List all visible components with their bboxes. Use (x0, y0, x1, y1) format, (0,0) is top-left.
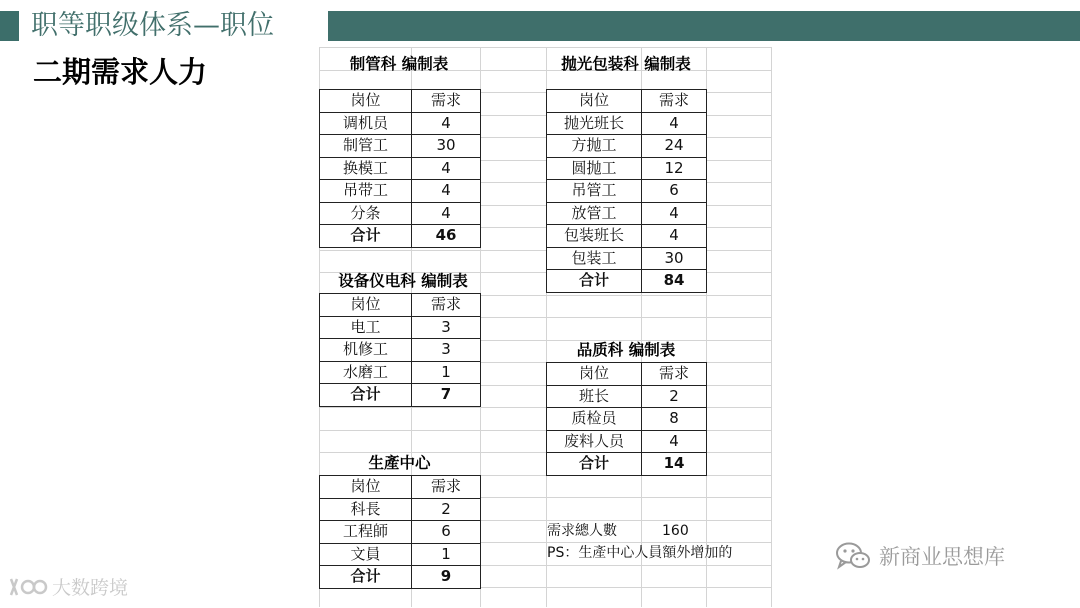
kuajing-logo-icon (8, 575, 48, 599)
position-cell: 文員 (320, 543, 412, 566)
total-value-cell: 9 (412, 566, 481, 589)
total-value-cell: 7 (412, 384, 481, 407)
table-total-row (547, 270, 707, 293)
demand-cell: 8 (642, 408, 707, 431)
table-header-row (547, 90, 707, 113)
table-row (547, 135, 707, 158)
total-value-cell: 84 (642, 270, 707, 293)
position-cell: 分条 (320, 202, 412, 225)
demand-cell: 4 (642, 225, 707, 248)
table-row (320, 135, 481, 158)
table-caption-production-center: 生產中心 (368, 454, 431, 472)
total-demand-value: 160 (662, 523, 689, 539)
table-row (320, 498, 481, 521)
table-total-row (320, 566, 481, 589)
demand-cell: 4 (412, 112, 481, 135)
demand-cell: 4 (642, 202, 707, 225)
demand-cell: 4 (412, 180, 481, 203)
table-header-row (320, 476, 481, 499)
table-total-row (547, 453, 707, 476)
total-label-cell: 合计 (320, 566, 412, 589)
table-row (547, 385, 707, 408)
table-row (320, 180, 481, 203)
table-equipment-electrical (319, 293, 481, 407)
table-pipe-making (319, 89, 481, 248)
demand-cell: 2 (642, 385, 707, 408)
header-cell: 岗位 (320, 294, 412, 317)
total-label-cell: 合计 (320, 384, 412, 407)
position-cell: 班长 (547, 385, 642, 408)
position-cell: 质检员 (547, 408, 642, 431)
position-cell: 工程師 (320, 521, 412, 544)
total-label-cell: 合计 (547, 270, 642, 293)
demand-cell: 30 (642, 247, 707, 270)
slide-title: 职等职级体系—职位 (31, 10, 274, 41)
position-cell: 抛光班长 (547, 112, 642, 135)
table-row (320, 202, 481, 225)
watermark-left-text: 大数跨境 (52, 577, 129, 599)
position-cell: 水磨工 (320, 361, 412, 384)
header-cell: 需求 (642, 363, 707, 386)
table-row (547, 430, 707, 453)
demand-cell: 3 (412, 339, 481, 362)
table-row (320, 157, 481, 180)
spreadsheet-image (319, 47, 771, 607)
header-cell: 需求 (412, 294, 481, 317)
demand-cell: 1 (412, 361, 481, 384)
grid-column-line (771, 47, 772, 607)
header-cell: 需求 (642, 90, 707, 113)
table-row (320, 112, 481, 135)
table-row (547, 157, 707, 180)
demand-cell: 6 (642, 180, 707, 203)
table-caption-quality: 品质科 编制表 (576, 341, 676, 359)
table-row (320, 361, 481, 384)
watermark-left (8, 573, 128, 600)
total-value-cell: 14 (642, 453, 707, 476)
header-cell: 岗位 (547, 90, 642, 113)
table-row (320, 543, 481, 566)
header-cell: 岗位 (320, 476, 412, 499)
table-row (547, 247, 707, 270)
table-row (320, 521, 481, 544)
footnote: PS：生產中心人員額外增加的 (547, 545, 733, 561)
table-header-row (320, 294, 481, 317)
table-polishing-packaging (546, 89, 707, 293)
watermark-right-text: 新商业思想库 (879, 545, 1005, 569)
table-row (320, 316, 481, 339)
table-row (547, 112, 707, 135)
table-caption-equipment-electrical: 设备仪电科 编制表 (338, 272, 468, 290)
position-cell: 包装班长 (547, 225, 642, 248)
table-total-row (320, 225, 481, 248)
table-header-row (547, 363, 707, 386)
demand-cell: 4 (642, 430, 707, 453)
table-row (547, 180, 707, 203)
header-cell: 需求 (412, 476, 481, 499)
total-label-cell: 合计 (547, 453, 642, 476)
demand-cell: 30 (412, 135, 481, 158)
total-demand-label: 需求總人數 (547, 523, 617, 539)
table-caption-polishing-packaging: 抛光包装科 编制表 (561, 55, 691, 73)
grid-row-line (319, 47, 771, 48)
table-total-row (320, 384, 481, 407)
table-header-row (320, 90, 481, 113)
position-cell: 吊管工 (547, 180, 642, 203)
slide-subtitle: 二期需求人力 (33, 55, 208, 89)
position-cell: 调机员 (320, 112, 412, 135)
position-cell: 圆抛工 (547, 157, 642, 180)
header-cell: 岗位 (547, 363, 642, 386)
demand-cell: 24 (642, 135, 707, 158)
demand-cell: 4 (412, 202, 481, 225)
table-caption-pipe-making: 制管科 编制表 (349, 55, 449, 73)
total-value-cell: 46 (412, 225, 481, 248)
header-cell: 岗位 (320, 90, 412, 113)
position-cell: 吊带工 (320, 180, 412, 203)
table-row (320, 339, 481, 362)
position-cell: 电工 (320, 316, 412, 339)
position-cell: 换模工 (320, 157, 412, 180)
title-bar (328, 11, 1080, 41)
title-accent-block (0, 11, 19, 41)
demand-cell: 2 (412, 498, 481, 521)
table-row (547, 408, 707, 431)
header-cell: 需求 (412, 90, 481, 113)
demand-cell: 6 (412, 521, 481, 544)
demand-cell: 4 (642, 112, 707, 135)
demand-cell: 12 (642, 157, 707, 180)
position-cell: 包装工 (547, 247, 642, 270)
demand-cell: 1 (412, 543, 481, 566)
position-cell: 科長 (320, 498, 412, 521)
position-cell: 废料人员 (547, 430, 642, 453)
demand-cell: 4 (412, 157, 481, 180)
position-cell: 放管工 (547, 202, 642, 225)
position-cell: 机修工 (320, 339, 412, 362)
position-cell: 制管工 (320, 135, 412, 158)
total-label-cell: 合计 (320, 225, 412, 248)
table-quality (546, 362, 707, 476)
position-cell: 方抛工 (547, 135, 642, 158)
table-production-center (319, 475, 481, 589)
demand-cell: 3 (412, 316, 481, 339)
wechat-icon (835, 541, 871, 571)
watermark-right (835, 541, 1005, 571)
table-row (547, 202, 707, 225)
table-row (547, 225, 707, 248)
